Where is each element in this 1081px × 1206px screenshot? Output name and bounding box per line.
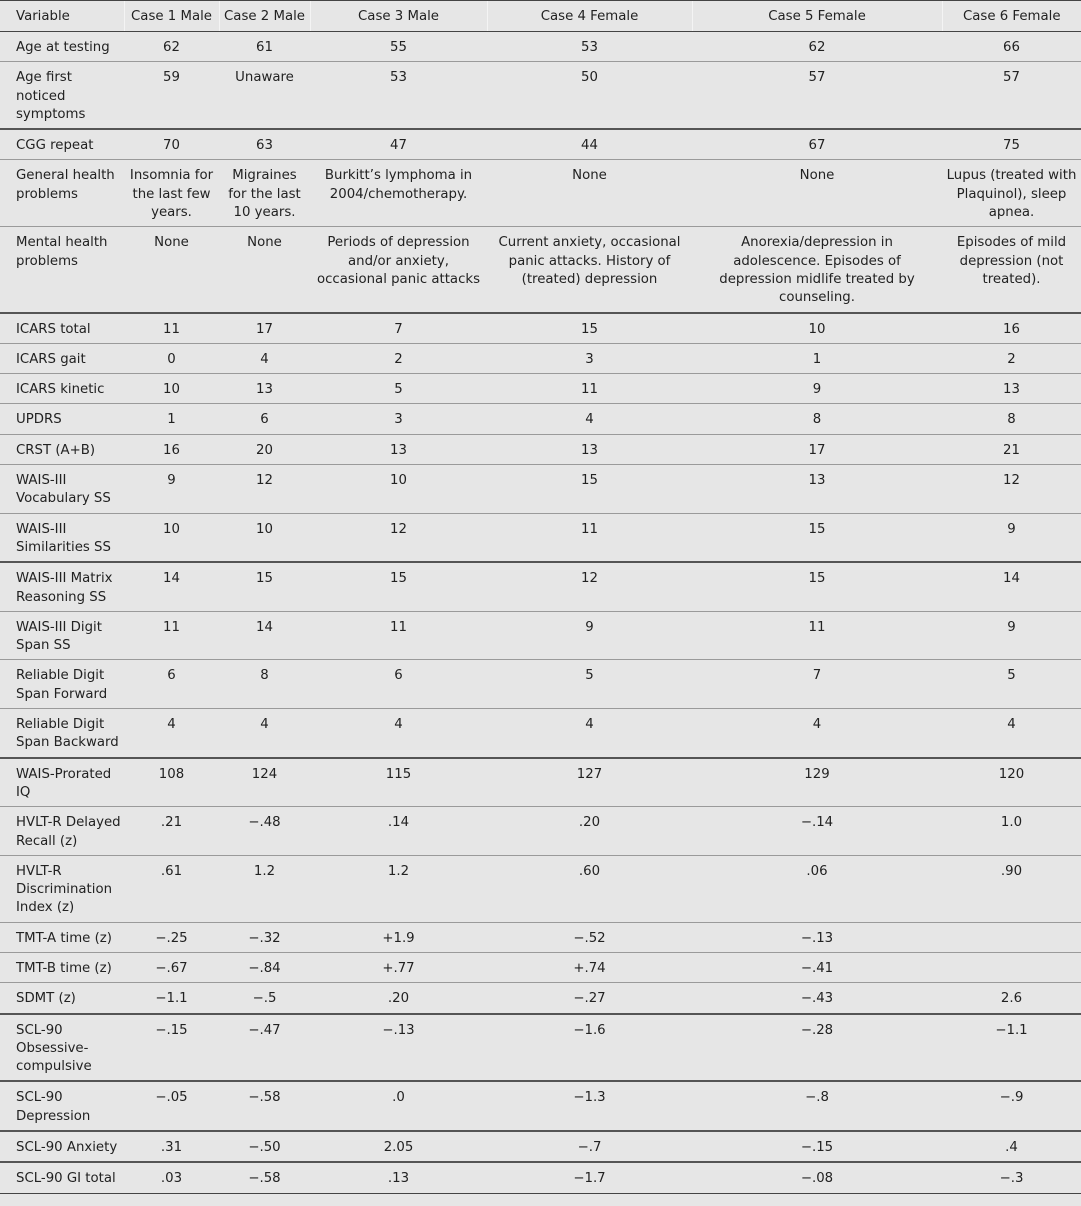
- column-header-case-2: Case 2 Male: [219, 1, 310, 32]
- table-cell: −.08: [692, 1162, 942, 1193]
- row-label: ICARS gait: [0, 343, 124, 373]
- table-cell: .20: [487, 807, 692, 856]
- table-cell: .0: [310, 1081, 487, 1131]
- table-cell: [942, 922, 1081, 952]
- row-label: Age at testing: [0, 32, 124, 62]
- table-cell: 13: [310, 434, 487, 464]
- row-label: CRST (A+B): [0, 434, 124, 464]
- header-row: [0, 1, 1081, 32]
- table-cell: Burkitt’s lymphoma in 2004/chemotherapy.: [310, 160, 487, 227]
- table-cell: 15: [692, 513, 942, 562]
- table-cell: .03: [124, 1162, 219, 1193]
- table-cell: .60: [487, 855, 692, 922]
- table-cell: 120: [942, 758, 1081, 807]
- table-cell: 62: [124, 32, 219, 62]
- table-cell: 108: [124, 758, 219, 807]
- table-cell: 10: [310, 465, 487, 514]
- table-cell: −.58: [219, 1162, 310, 1193]
- table-cell: −.50: [219, 1131, 310, 1162]
- table-cell: 127: [487, 758, 692, 807]
- table-cell: None: [124, 227, 219, 313]
- table-row: [0, 922, 1081, 952]
- table-cell: .21: [124, 807, 219, 856]
- table-cell: −1.3: [487, 1081, 692, 1131]
- table-cell: 14: [124, 562, 219, 611]
- row-label: CGG repeat: [0, 129, 124, 160]
- table-row: [0, 611, 1081, 660]
- table-cell: 21: [942, 434, 1081, 464]
- table-cell: 47: [310, 129, 487, 160]
- table-cell: 4: [124, 709, 219, 758]
- row-label: WAIS-Prorated IQ: [0, 758, 124, 807]
- table-row: [0, 855, 1081, 922]
- table-cell: 66: [942, 32, 1081, 62]
- table-cell: 115: [310, 758, 487, 807]
- table-cell: 7: [692, 660, 942, 709]
- table-cell: 13: [942, 374, 1081, 404]
- table-cell: 5: [487, 660, 692, 709]
- table-cell: −.8: [692, 1081, 942, 1131]
- table-cell: 14: [219, 611, 310, 660]
- row-label: Reliable Digit Span Backward: [0, 709, 124, 758]
- table-row: [0, 758, 1081, 807]
- table-row: [0, 709, 1081, 758]
- table-cell: 2: [942, 343, 1081, 373]
- table-cell: 15: [487, 465, 692, 514]
- table-cell: 15: [487, 313, 692, 344]
- table-cell: 9: [692, 374, 942, 404]
- table-cell: 11: [124, 611, 219, 660]
- table-cell: 10: [692, 313, 942, 344]
- table-cell: [942, 952, 1081, 982]
- row-label: TMT-B time (z): [0, 952, 124, 982]
- table-cell: 4: [487, 404, 692, 434]
- row-label: WAIS-III Vocabulary SS: [0, 465, 124, 514]
- row-label: General health problems: [0, 160, 124, 227]
- table-cell: 9: [487, 611, 692, 660]
- table-cell: 10: [219, 513, 310, 562]
- table-cell: 10: [124, 374, 219, 404]
- table-cell: −.13: [692, 922, 942, 952]
- row-label: TMT-A time (z): [0, 922, 124, 952]
- table-cell: −.5: [219, 983, 310, 1014]
- row-label: WAIS-III Digit Span SS: [0, 611, 124, 660]
- table-cell: −.47: [219, 1014, 310, 1082]
- table-cell: 15: [692, 562, 942, 611]
- column-header-variable: Variable: [0, 1, 124, 32]
- table-cell: Current anxiety, occasional panic attacks. History of (treated) depression: [487, 227, 692, 313]
- table-cell: 6: [124, 660, 219, 709]
- table-cell: 55: [310, 32, 487, 62]
- table-cell: +1.9: [310, 922, 487, 952]
- table-cell: 3: [310, 404, 487, 434]
- table-cell: 50: [487, 62, 692, 129]
- table-cell: 15: [310, 562, 487, 611]
- table-cell: 2.6: [942, 983, 1081, 1014]
- table-cell: −.15: [692, 1131, 942, 1162]
- table-row: [0, 513, 1081, 562]
- table-cell: 9: [942, 611, 1081, 660]
- table-cell: 4: [310, 709, 487, 758]
- table-cell: 11: [692, 611, 942, 660]
- table-cell: 11: [124, 313, 219, 344]
- table-body: [0, 32, 1081, 1194]
- table-cell: 8: [692, 404, 942, 434]
- table-cell: +.74: [487, 952, 692, 982]
- table-row: [0, 562, 1081, 611]
- table-cell: −1.1: [942, 1014, 1081, 1082]
- table-cell: 57: [692, 62, 942, 129]
- table-cell: .4: [942, 1131, 1081, 1162]
- column-header-case-6: Case 6 Female: [942, 1, 1081, 32]
- table-cell: 67: [692, 129, 942, 160]
- table-cell: 44: [487, 129, 692, 160]
- table-cell: 9: [124, 465, 219, 514]
- table-cell: .61: [124, 855, 219, 922]
- table-cell: −.67: [124, 952, 219, 982]
- table-cell: −.43: [692, 983, 942, 1014]
- table-cell: 11: [487, 374, 692, 404]
- table-cell: Lupus (treated with Plaquinol), sleep apnea.: [942, 160, 1081, 227]
- table-cell: 12: [487, 562, 692, 611]
- table-row: [0, 404, 1081, 434]
- table-cell: Unaware: [219, 62, 310, 129]
- table-cell: 17: [219, 313, 310, 344]
- table-cell: 70: [124, 129, 219, 160]
- table-row: [0, 1081, 1081, 1131]
- table-cell: .13: [310, 1162, 487, 1193]
- row-label: UPDRS: [0, 404, 124, 434]
- table-cell: −.41: [692, 952, 942, 982]
- row-label: SCL-90 Anxiety: [0, 1131, 124, 1162]
- table-cell: 12: [942, 465, 1081, 514]
- table-cell: .06: [692, 855, 942, 922]
- table-cell: 57: [942, 62, 1081, 129]
- table-cell: 61: [219, 32, 310, 62]
- table-cell: −.48: [219, 807, 310, 856]
- table-cell: 6: [219, 404, 310, 434]
- table-cell: −.7: [487, 1131, 692, 1162]
- table-cell: −.27: [487, 983, 692, 1014]
- table-cell: −.9: [942, 1081, 1081, 1131]
- table-row: [0, 160, 1081, 227]
- table-cell: 8: [219, 660, 310, 709]
- table-cell: 3: [487, 343, 692, 373]
- table-cell: Migraines for the last 10 years.: [219, 160, 310, 227]
- column-header-case-5: Case 5 Female: [692, 1, 942, 32]
- column-header-case-4: Case 4 Female: [487, 1, 692, 32]
- table-cell: 13: [692, 465, 942, 514]
- table-cell: 14: [942, 562, 1081, 611]
- table-row: [0, 343, 1081, 373]
- row-label: ICARS total: [0, 313, 124, 344]
- table-cell: 17: [692, 434, 942, 464]
- table-cell: 11: [310, 611, 487, 660]
- table-cell: 4: [692, 709, 942, 758]
- table-cell: Periods of depression and/or anxiety, occasional panic attacks: [310, 227, 487, 313]
- table-row: [0, 983, 1081, 1014]
- table-cell: 13: [219, 374, 310, 404]
- table-cell: −1.6: [487, 1014, 692, 1082]
- table-row: [0, 434, 1081, 464]
- table-cell: 5: [310, 374, 487, 404]
- table-cell: 6: [310, 660, 487, 709]
- table-cell: 1: [124, 404, 219, 434]
- table-cell: 124: [219, 758, 310, 807]
- table-cell: −.14: [692, 807, 942, 856]
- table-cell: +.77: [310, 952, 487, 982]
- table-cell: .14: [310, 807, 487, 856]
- table-cell: −.52: [487, 922, 692, 952]
- row-label: SDMT (z): [0, 983, 124, 1014]
- table-cell: 129: [692, 758, 942, 807]
- table-cell: 62: [692, 32, 942, 62]
- table-cell: 12: [310, 513, 487, 562]
- column-header-case-1: Case 1 Male: [124, 1, 219, 32]
- row-label: Age first noticed symptoms: [0, 62, 124, 129]
- table-cell: 1: [692, 343, 942, 373]
- table-cell: 8: [942, 404, 1081, 434]
- table-cell: −.28: [692, 1014, 942, 1082]
- table-cell: .20: [310, 983, 487, 1014]
- table-row: [0, 227, 1081, 313]
- table-cell: 7: [310, 313, 487, 344]
- table-cell: 11: [487, 513, 692, 562]
- table-row: [0, 1162, 1081, 1193]
- table-row: [0, 62, 1081, 129]
- table-cell: None: [487, 160, 692, 227]
- row-label: Reliable Digit Span Forward: [0, 660, 124, 709]
- table-cell: −.84: [219, 952, 310, 982]
- table-cell: 53: [310, 62, 487, 129]
- table-cell: 5: [942, 660, 1081, 709]
- table-row: [0, 952, 1081, 982]
- row-label: HVLT-R Discrimination Index (z): [0, 855, 124, 922]
- table-row: [0, 374, 1081, 404]
- table-row: [0, 313, 1081, 344]
- table-cell: 53: [487, 32, 692, 62]
- table-cell: −.58: [219, 1081, 310, 1131]
- table-cell: None: [692, 160, 942, 227]
- table-cell: 15: [219, 562, 310, 611]
- row-label: WAIS-III Matrix Reasoning SS: [0, 562, 124, 611]
- table-cell: −.05: [124, 1081, 219, 1131]
- table-cell: −.13: [310, 1014, 487, 1082]
- table-row: [0, 660, 1081, 709]
- row-label: HVLT-R Delayed Recall (z): [0, 807, 124, 856]
- row-label: SCL-90 GI total: [0, 1162, 124, 1193]
- table-cell: 1.2: [219, 855, 310, 922]
- table-cell: 10: [124, 513, 219, 562]
- table-cell: .31: [124, 1131, 219, 1162]
- table-cell: 75: [942, 129, 1081, 160]
- row-label: WAIS-III Similarities SS: [0, 513, 124, 562]
- table-cell: −1.1: [124, 983, 219, 1014]
- row-label: Mental health problems: [0, 227, 124, 313]
- table-cell: 9: [942, 513, 1081, 562]
- table-cell: 4: [942, 709, 1081, 758]
- table-cell: 1.2: [310, 855, 487, 922]
- table-row: [0, 1014, 1081, 1082]
- table-cell: .90: [942, 855, 1081, 922]
- table-cell: Anorexia/depression in adolescence. Episodes of depression midlife treated by counseling.: [692, 227, 942, 313]
- table-cell: 1.0: [942, 807, 1081, 856]
- table-row: [0, 807, 1081, 856]
- table-cell: 0: [124, 343, 219, 373]
- table-cell: −1.7: [487, 1162, 692, 1193]
- row-label: SCL-90 Obsessive-compulsive: [0, 1014, 124, 1082]
- table-cell: 12: [219, 465, 310, 514]
- row-label: SCL-90 Depression: [0, 1081, 124, 1131]
- table-cell: 20: [219, 434, 310, 464]
- table-cell: −.25: [124, 922, 219, 952]
- table-cell: 2: [310, 343, 487, 373]
- table-cell: 16: [124, 434, 219, 464]
- table-cell: Insomnia for the last few years.: [124, 160, 219, 227]
- column-header-case-3: Case 3 Male: [310, 1, 487, 32]
- table-cell: 16: [942, 313, 1081, 344]
- table-cell: 4: [219, 343, 310, 373]
- table-row: [0, 129, 1081, 160]
- table-row: [0, 32, 1081, 62]
- row-label: ICARS kinetic: [0, 374, 124, 404]
- table-header: [0, 1, 1081, 32]
- table-cell: 4: [487, 709, 692, 758]
- table-cell: Episodes of mild depression (not treated).: [942, 227, 1081, 313]
- table-cell: 63: [219, 129, 310, 160]
- table-cell: 59: [124, 62, 219, 129]
- table-cell: −.32: [219, 922, 310, 952]
- table-cell: 2.05: [310, 1131, 487, 1162]
- table-cell: −.3: [942, 1162, 1081, 1193]
- table-cell: −.15: [124, 1014, 219, 1082]
- table-cell: None: [219, 227, 310, 313]
- table-cell: 4: [219, 709, 310, 758]
- table-row: [0, 1131, 1081, 1162]
- table-cell: 13: [487, 434, 692, 464]
- table-row: [0, 465, 1081, 514]
